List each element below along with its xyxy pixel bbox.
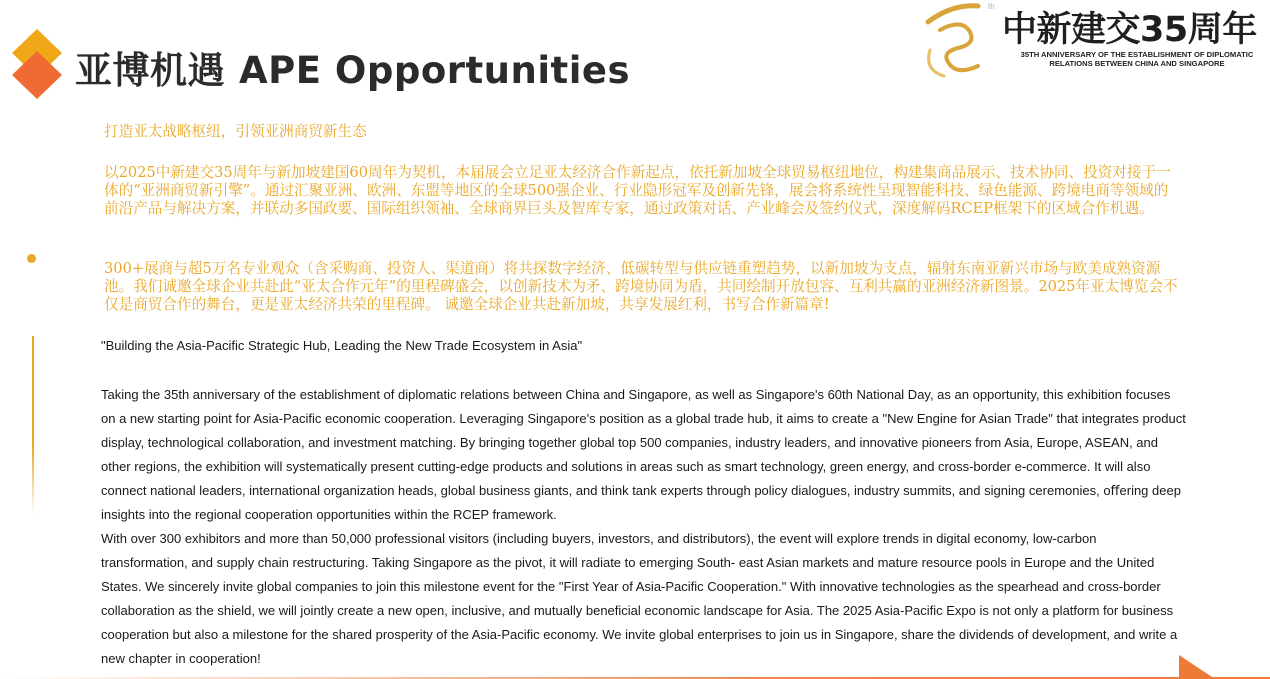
anniversary-subtitle-line1: 35TH ANNIVERSARY OF THE ESTABLISHMENT OF DIPLOMATIC <box>1020 50 1254 59</box>
divider-line <box>32 336 34 516</box>
en-heading: "Building the Asia-Pacific Strategic Hub, Leading the New Trade Ecosystem in Asia" <box>101 338 583 353</box>
anniversary-subtitle-line2: RELATIONS BETWEEN CHINA AND SINGAPORE <box>1049 59 1225 68</box>
diamond-logo-icon <box>10 29 66 101</box>
zh-heading: 打造亚太战略枢纽，引领亚洲商贸新生态 <box>104 123 367 140</box>
bullet-dot <box>27 254 36 263</box>
anniversary-sup: th <box>988 2 995 11</box>
anniversary-title: 中新建交35周年 <box>1002 10 1257 50</box>
zh-paragraph-2: 300+展商与超5万名专业观众（含采购商、投资人、渠道商）将共探数字经济、低碳转型与供应链重塑趋势，以新加坡为支点，辐射东南亚新兴市场与欧美成熟资源池。我们诚邀全球企业共赴此“亚太合作元年”的里程碑盛会，以创新技术为矛、跨境协同为盾，共同绘制开放包容、互利共赢的亚洲经济新图景。2025年亚太博览会不仅是商贸合作的舞台，更是亚太经济共荣的里程碑。 诚邀全球企业共赴新加坡，共享发展红利，书写合作新篇章! <box>104 260 1178 313</box>
page-title <box>75 40 630 94</box>
en-paragraph-1: Taking the 35th anniversary of the establishment of diplomatic relations between China and Singapore, as well as Singapore's 60th National Day, as an opportunity, this exhibition focuses on a new starting point for Asia-Pacific economic cooperation. Leveraging Singapore's position as a global trade hub, it aims to create a "New Engine for Asian Trade" that integrates product display, technological collaboration, and investment matching. By bringing together global top 500 companies, industry leaders, and innovative pioneers from Asia, Europe, ASEAN, and other regions, the exhibition will systematically present cutting-edge products and solutions in areas such as smart technology, green energy, and cross-border e-commerce. It will also connect national leaders, international organization heads, global business giants, and think tank experts through policy dialogues, industry summits, and signing ceremonies, oﬀering deep insights into the regional cooperation opportunities within the RCEP framework. <box>101 387 1186 523</box>
page-title-en: APE Opportunities <box>239 49 631 92</box>
anniversary-35-emblem-icon <box>922 0 1000 80</box>
zh-paragraph-1: 以2025中新建交35周年与新加坡建国60周年为契机，本届展会立足亚太经济合作新起点，依托新加坡全球贸易枢纽地位，构建集商品展示、技术协同、投资对接于一体的“亚洲商贸新引擎”。通过汇聚亚洲、欧洲、东盟等地区的全球500强企业、行业隐形冠军及创新先锋，展会将系统性呈现智能科技、绿色能源、跨境电商等领域的 前沿产品与解决方案，并联动多国政要、国际组织领袖、全球商界巨头及智库专家，通过政策对话、产业峰会及签约仪式，深度解码RCEP框架下的区域合作机遇。 <box>104 164 1171 217</box>
page-title-zh: 亚博机遇 <box>75 49 225 92</box>
en-paragraph-2: With over 300 exhibitors and more than 50,000 professional visitors (including buyers, investors, and distributors), the event will explore trends in digital economy, low-carbon transformation, and supply chain restructuring. Taking Singapore as the pivot, it will radiate to emerging South- east Asian markets and mature resource pools in Europe and the United States. We sincerely invite global companies to join this milestone event for the "First Year of Asia-Pacific Cooperation." With innovative technologies as the spearhead and cross-border collaboration as the shield, we will jointly create a new open, inclusive, and mutually beneficial economic landscape for Asia. The 2025 Asia-Pacific Expo is not only a platform for business cooperation but also a milestone for the shared prosperity of the Asia-Pacific economy. We invite global enterprises to join us in Singapore, share the dividends of development, and write a new chapter in cooperation! <box>101 531 1178 667</box>
corner-triangle-icon <box>1179 655 1215 679</box>
anniversary-subtitle <box>1002 50 1270 68</box>
